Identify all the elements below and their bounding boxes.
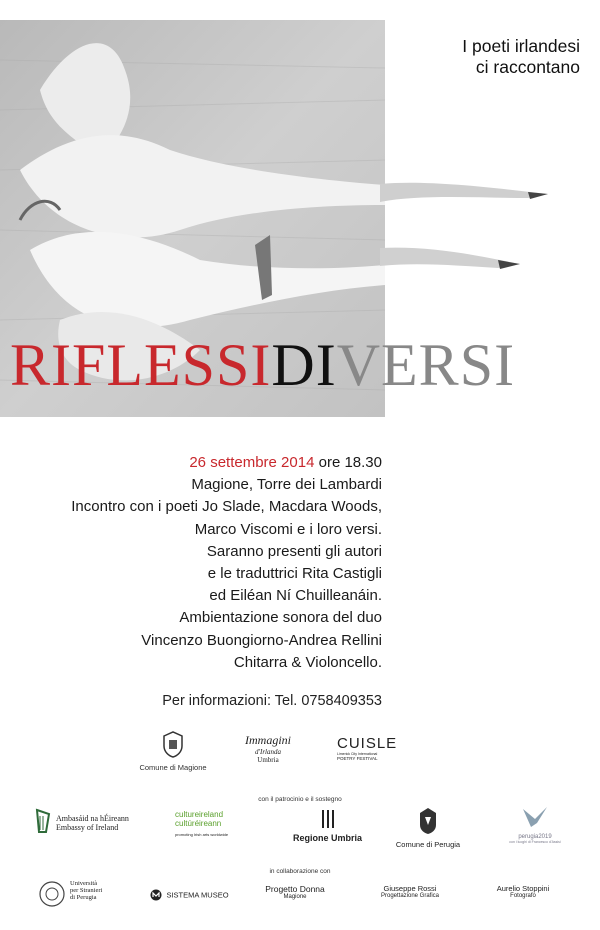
event-date-line: 26 settembre 2014 ore 18.30 [189,454,382,471]
university-seal-icon [38,880,66,908]
logo-comune-perugia: Comune di Perugia [393,805,463,849]
event-subtitle: I poeti irlandesi ci raccontano [462,36,580,77]
event-title: RIFLESSIDIVERSI [10,332,516,398]
swan-necks [380,170,550,280]
logo-comune-magione: Comune di Magione [133,730,213,772]
logo-culture-ireland: cultureireland cultúréireann promoting Irish arts worldwide [175,810,229,837]
museo-icon [150,889,162,901]
logo-universita-stranieri: Università per Stranieri di Perugia [38,880,118,908]
harp-icon [34,808,52,834]
credit-aurelio-stoppini: Aurelio Stoppini Fotografo [496,884,550,899]
logo-sistema-museo: SISTEMA MUSEO [150,886,230,904]
crest-icon [162,730,184,758]
patronage-heading: con il patrocinio e il sostegno [258,796,342,803]
logo-immagini-irlanda: Immagini d'Irlanda Umbria [245,733,291,764]
bird-icon [521,805,549,829]
contact-info: Per informazioni: Tel. 0758409353 [162,693,382,709]
collaboration-heading: in collaborazione con [269,868,331,875]
logo-progetto-donna: Progetto Donna Magione [265,884,325,900]
logo-cuisle: CUISLE Limerick City International POETRY FESTIVAL [337,735,398,761]
perugia-crest-icon [418,805,438,835]
logo-perugia-2019: perugia2019 con i luoghi di Francesco d'Assisi [505,805,565,844]
logo-regione-umbria: Regione Umbria [285,810,370,843]
credit-giuseppe-rossi: Giuseppe Rossi Progettazione Grafica [380,884,440,899]
umbria-emblem-icon [321,810,335,828]
event-details: 26 settembre 2014 ore 18.30 Magione, Torre dei Lambardi Incontro con i poeti Jo Slade, Macdara Woods, Marco Viscomi e i loro versi. Saranno presenti gli autori e le traduttrici Rita Castigli ed Eiléan Ní Chuilleanáin. Ambientazione sonora del duo Vincenzo Buongiorno-Andrea Rellini Chitarra & Violoncello. [71,454,382,671]
event-date: 26 settembre 2014 [189,454,315,471]
logo-embassy-ireland: Ambasáid na hÉireann Embassy of Ireland [34,808,144,834]
